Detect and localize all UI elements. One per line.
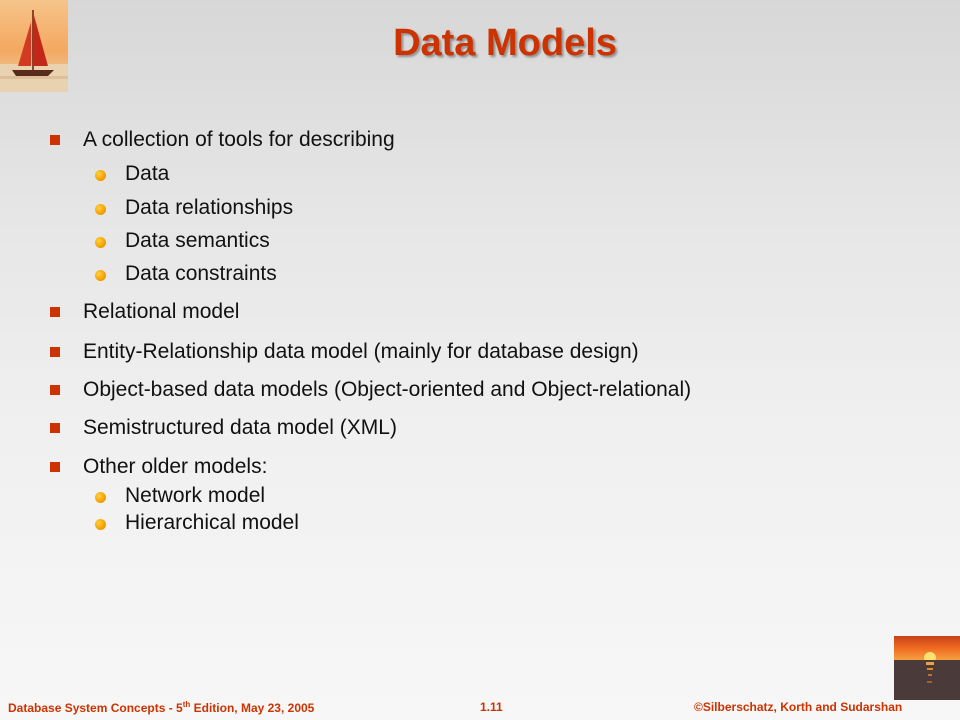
square-bullet-icon bbox=[50, 462, 60, 472]
square-bullet-icon bbox=[50, 385, 60, 395]
round-bullet-icon bbox=[95, 519, 106, 530]
round-bullet-icon bbox=[95, 204, 106, 215]
square-bullet-icon bbox=[50, 347, 60, 357]
round-bullet-icon bbox=[95, 492, 106, 503]
square-bullet-icon bbox=[50, 307, 60, 317]
round-bullet-icon bbox=[95, 170, 106, 181]
sunset-logo-icon bbox=[894, 636, 960, 700]
footer-copyright: ©Silberschatz, Korth and Sudarshan bbox=[694, 700, 903, 714]
square-bullet-icon bbox=[50, 423, 60, 433]
footer-book-info: Database System Concepts - 5th Edition, May 23, 2005 bbox=[8, 700, 315, 715]
round-bullet-icon bbox=[95, 270, 106, 281]
footer-page-number: 1.11 bbox=[480, 700, 503, 714]
slide-title: Data Models bbox=[393, 22, 617, 64]
square-bullet-icon bbox=[50, 135, 60, 145]
round-bullet-icon bbox=[95, 237, 106, 248]
